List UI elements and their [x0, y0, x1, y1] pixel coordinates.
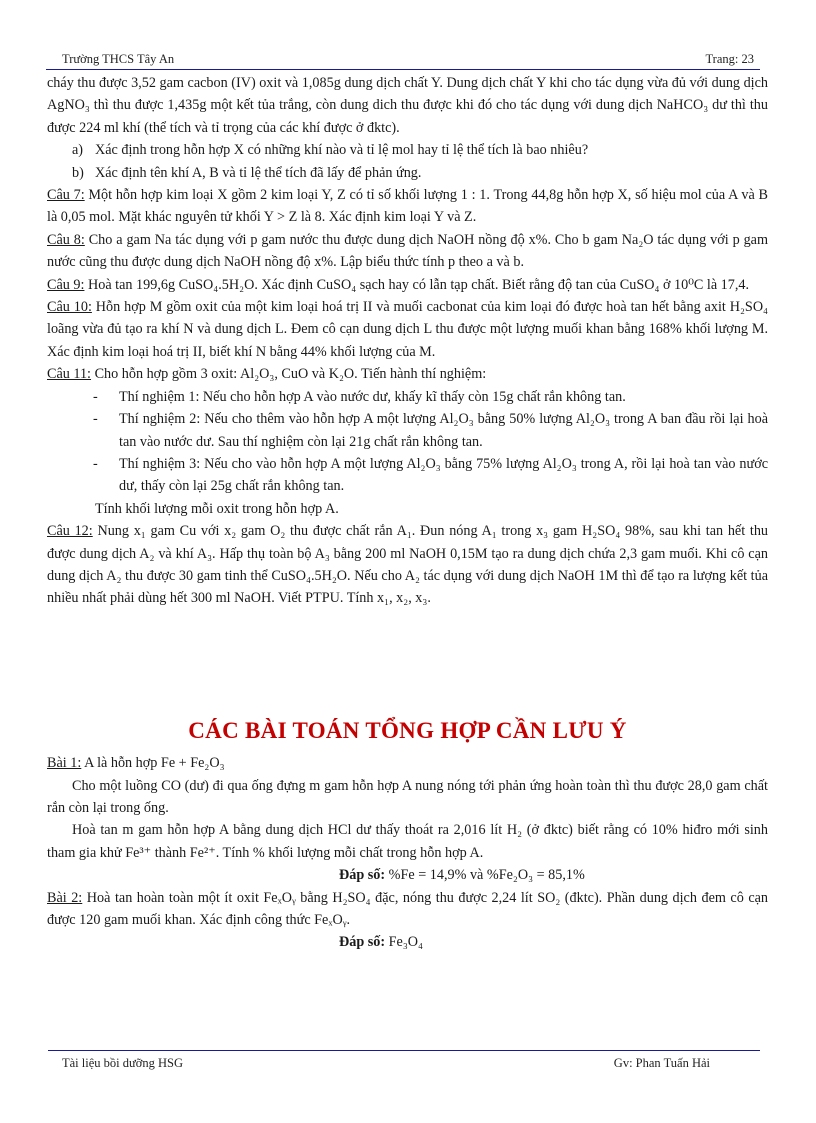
header-rule: [46, 69, 760, 70]
question-label: Câu 12:: [47, 523, 93, 540]
answer-label: Đáp số:: [339, 934, 386, 951]
question-label: Câu 9:: [47, 276, 85, 293]
exercise-1-paragraph-2: Hoà tan m gam hỗn hợp A bằng dung dịch HCl dư thấy thoát ra 2,016 lít H₂ (ở đktc) biết rằng có 10% hiđro mới sinh tham gia khử Fe³⁺ thành Fe²⁺. Tính % khối lượng mỗi chất trong hỗn hợp A.: [47, 822, 768, 861]
question-11: Câu 11: Cho hỗn hợp gồm 3 oxit: Al₂O₃, CuO và K₂O. Tiến hành thí nghiệm:: [47, 366, 487, 383]
subquestion-b: b) Xác định tên khí A, B và tỉ lệ thể tích đã lấy để phản ứng.: [72, 164, 422, 181]
footer-rule: [48, 1050, 760, 1051]
document-body: [47, 72, 768, 954]
exercise-label: Bài 1:: [47, 755, 82, 772]
question-12: Câu 12: Nung x₁ gam Cu với x₂ gam O₂ thu được chất rắn A₁. Đun nóng A₁ trong x₃ gam H₂SO₄ 98%, sau khi tan hết thu được dung dịch A₂ và khí A₃. Hấp thụ toàn bộ A₃ bằng 200 ml NaOH 0,15M tạo ra dung dịch chứa 2,3 gam muối. Khi cô cạn dung dịch A₂ thu được 30 gam tinh thể CuSO₄.5H₂O. Nếu cho A₂ tác dụng với dung dịch NaOH 1M thì để tạo ra lượng kết tủa nhiều nhất phải dùng hết 300 ml NaOH. Viết PTPU. Tính x₁, x₂, x₃.: [47, 523, 769, 607]
subquestion-a: a) Xác định trong hỗn hợp X có những khí nào và tỉ lệ mol hay tỉ lệ thể tích là bao nhiêu?: [72, 142, 589, 159]
header-school: Trường THCS Tây An: [62, 52, 175, 66]
page-header: [62, 50, 754, 70]
exercise-2: Bài 2: Hoà tan hoàn toàn một ít oxit FeₓOᵧ bằng H₂SO₄ đặc, nóng thu được 2,24 lít SO₂ (đktc). Phần dung dịch đem cô cạn được 120 gam muối khan. Xác định công thức FeₓOᵧ.: [47, 889, 769, 928]
intro-paragraph: cháy thu được 3,52 gam cacbon (IV) oxit và 1,085g dung dịch chất Y. Dung dịch chất Y khi cho tác dụng vừa đủ với dung dịch AgNO₃ thì thu được 1,435g một kết tủa trắng, còn dung dich thu được khi đó cho tác dụng với dung dịch NaHCO₃ dư thì thu được 224 ml khí (thể tích và tỉ trọng của các khí được ở đktc).: [47, 75, 768, 136]
section-title: CÁC BÀI TOÁN TỔNG HỢP CẦN LƯU Ý: [188, 717, 627, 743]
header-page-number: Trang: 23: [705, 52, 754, 66]
question-label: Câu 10:: [47, 299, 92, 316]
footer-teacher: Gv: Phan Tuấn Hải: [613, 1056, 710, 1070]
experiment-1: - Thí nghiệm 1: Nếu cho hỗn hợp A vào nước dư, khấy kĩ thấy còn 15g chất rắn không tan.: [93, 388, 626, 405]
answer-label: Đáp số:: [339, 867, 386, 884]
question-8: Câu 8: Cho a gam Na tác dụng với p gam nước thu được dung dịch NaOH nồng độ x%. Cho b gam Na₂O tác dụng với p gam nước cũng thu được dung dịch NaOH nồng độ x%. Lập biểu thức tính p theo a và b.: [47, 231, 769, 271]
experiment-2: - Thí nghiệm 2: Nếu cho thêm vào hỗn hợp A một lượng Al₂O₃ bằng 50% lượng Al₂O₃ trong A ban đầu rồi lại hoà tan vào nước dư. Sau thí nghiệm còn lại 21g chất rắn không tan.: [93, 411, 768, 450]
experiment-3: - Thí nghiệm 3: Nếu cho vào hỗn hợp A một lượng Al₂O₃ bằng 75% lượng Al₂O₃ trong A, rồi lại hoà tan vào nước dư, thấy còn lại 25g chất rắn không tan.: [93, 455, 768, 495]
question-label: Câu 11:: [47, 366, 92, 383]
exercise-1-paragraph-1: Cho một luồng CO (dư) đi qua ống đựng m gam hỗn hợp A nung nóng tới phản ứng hoàn toàn thì thu được 28,0 gam chất rắn còn lại trong ống.: [47, 777, 768, 816]
question-10: Câu 10: Hỗn hợp M gồm oxit của một kim loại hoá trị II và muối cacbonat của kim loại đó được hoà tan hết bằng axit H₂SO₄ loãng vừa đủ tạo ra khí N và dung dịch L. Đem cô cạn dung dịch L thu được một lượng muối khan bằng 168% khối lượng M. Xác định kim loại hoá trị II, biết khí N bằng 44% khối lượng của M.: [47, 299, 769, 360]
exercise-label: Bài 2:: [47, 889, 83, 906]
exercise-2-answer: Đáp số: Fe₃O₄: [339, 934, 423, 951]
blank-gap: [47, 610, 768, 720]
question-label: Câu 8:: [47, 231, 85, 248]
intro-subquestions: [47, 139, 768, 184]
question-7: Câu 7: Một hỗn hợp kim loại X gồm 2 kim loại Y, Z có tỉ số khối lượng 1 : 1. Trong 44,8g hỗn hợp X, số hiệu mol của A và B là 0,05 mol. Mặt khác nguyên tử khối Y > Z là 8. Xác định kim loại Y và Z.: [47, 187, 769, 226]
exercise-1-answer: Đáp số: %Fe = 14,9% và %Fe₂O₃ = 85,1%: [339, 867, 585, 884]
experiment-list: [47, 386, 768, 498]
footer-document-title: Tài liệu bồi dưỡng HSG: [62, 1056, 184, 1070]
question-9: Câu 9: Hoà tan 199,6g CuSO₄.5H₂O. Xác định CuSO₄ sạch hay có lẫn tạp chất. Biết rằng độ tan của CuSO₄ ở 10⁰C là 17,4.: [47, 276, 750, 293]
question-11-conclusion: Tính khối lượng mỗi oxit trong hỗn hợp A.: [95, 500, 339, 517]
question-label: Câu 7:: [47, 187, 85, 204]
exercise-1-heading: Bài 1: A là hỗn hợp Fe + Fe₂O₃: [47, 755, 225, 772]
